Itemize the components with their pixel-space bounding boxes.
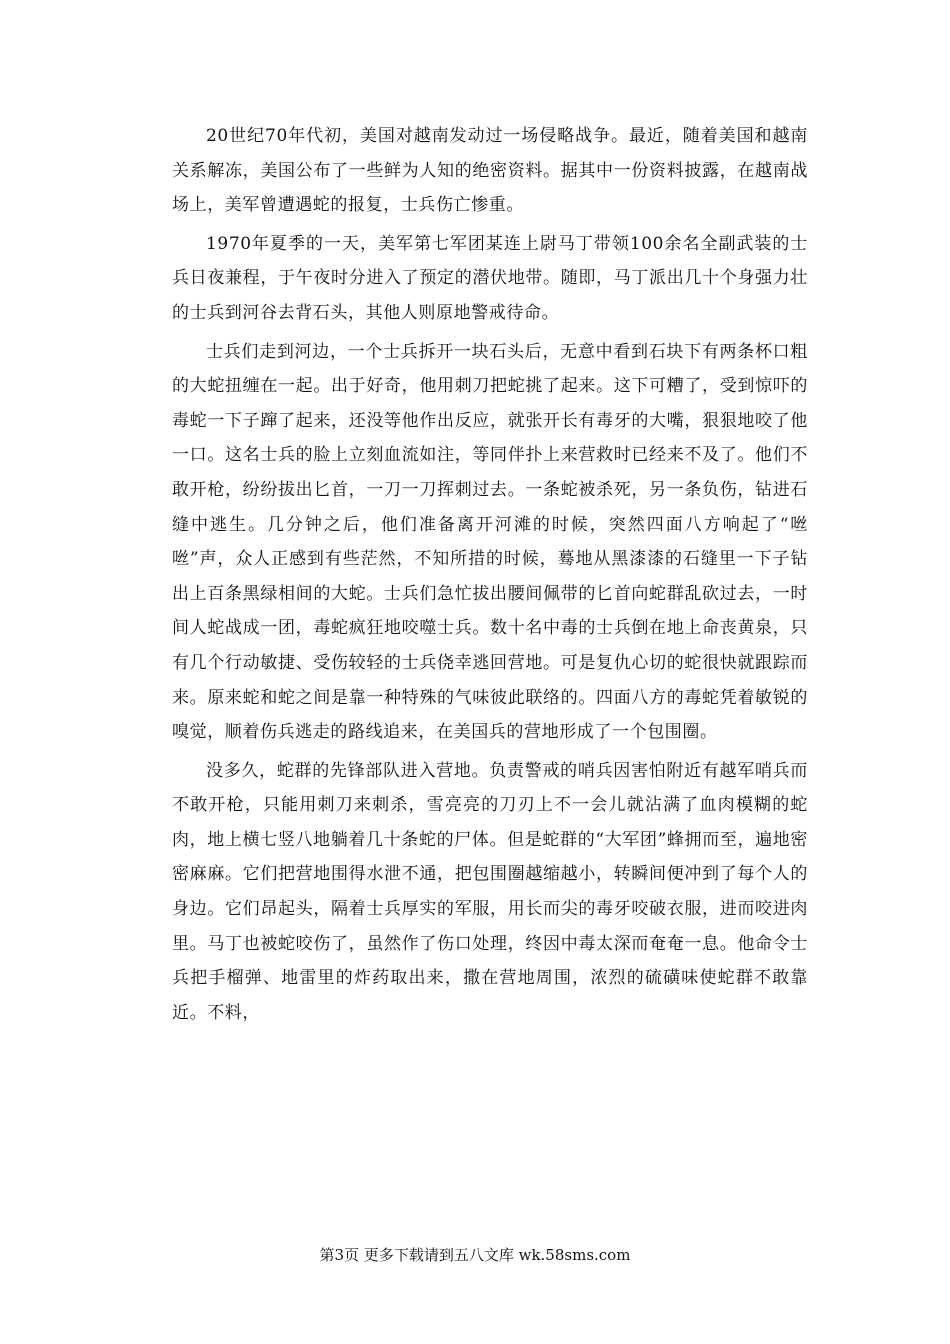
paragraph-3: 士兵们走到河边，一个士兵拆开一块石头后，无意中看到石块下有两条杯口粗的大蛇扭缠在一起。出于好奇，他用刺刀把蛇挑了起来。这下可糟了，受到惊吓的毒蛇一下子蹿了起来，还没等他作出反应，就张开长有毒牙的大嘴，狠狠地咬了他一口。这名士兵的脸上立刻血流如注，等同伴扑上来营救时已经来不及了。他们不敢开枪，纷纷拔出匕首，一刀一刀挥刺过去。一条蛇被杀死，另一条负伤，钻进石缝中逃生。几分钟之后，他们准备离开河滩的时候，突然四面八方响起了“咝咝”声，众人正感到有些茫然，不知所措的时候，蓦地从黑漆漆的石缝里一下子钻出上百条黑绿相间的大蛇。士兵们急忙拔出腰间佩带的匕首向蛇群乱砍过去，一时间人蛇战成一团，毒蛇疯狂地咬噬士兵。数十名中毒的士兵倒在地上命丧黄泉，只有几个行动敏捷、受伤较轻的士兵侥幸逃回营地。可是复仇心切的蛇很快就跟踪而来。原来蛇和蛇之间是靠一种特殊的气味彼此联络的。四面八方的毒蛇凭着敏锐的嗅觉，顺着伤兵逃走的路线追来，在美国兵的营地形成了一个包围圈。 xyxy=(172,341,808,743)
paragraph-4: 没多久，蛇群的先锋部队进入营地。负责警戒的哨兵因害怕附近有越军哨兵而不敢开枪，只能用刺刀来刺杀，雪亮亮的刀刃上不一会儿就沾满了血肉模糊的蛇肉，地上横七竖八地躺着几十条蛇的尸体。但是蛇群的“大军团”蜂拥而至，遍地密密麻麻。它们把营地围得水泄不通，把包围圈越缩越小，转瞬间便冲到了每个人的身边。它们昂起头，隔着士兵厚实的军服，用长而尖的毒牙咬破衣服，进而咬进肉里。马丁也被蛇咬伤了，虽然作了伤口处理，终因中毒太深而奄奄一息。他命令士兵把手榴弹、地雷里的炸药取出来，撒在营地周围，浓烈的硫磺味使蛇群不敢靠近。不料， xyxy=(172,760,808,1023)
paragraph-1: 20世纪70年代初，美国对越南发动过一场侵略战争。最近，随着美国和越南关系解冻，美国公布了一些鲜为人知的绝密资料。据其中一份资料披露，在越南战场上，美军曾遭遇蛇的报复，士兵伤亡惨重。 xyxy=(172,126,808,216)
page-footer: 第3页 更多下载请到五八文库 wk.58sms.com xyxy=(319,1246,631,1264)
paragraph-2: 1970年夏季的一天，美军第七军团某连上尉马丁带领100余名全副武装的士兵日夜兼程，于午夜时分进入了预定的潜伏地带。随即，马丁派出几十个身强力壮的士兵到河谷去背石头，其他人则原地警戒待命。 xyxy=(172,233,808,323)
document-body xyxy=(172,119,808,1034)
